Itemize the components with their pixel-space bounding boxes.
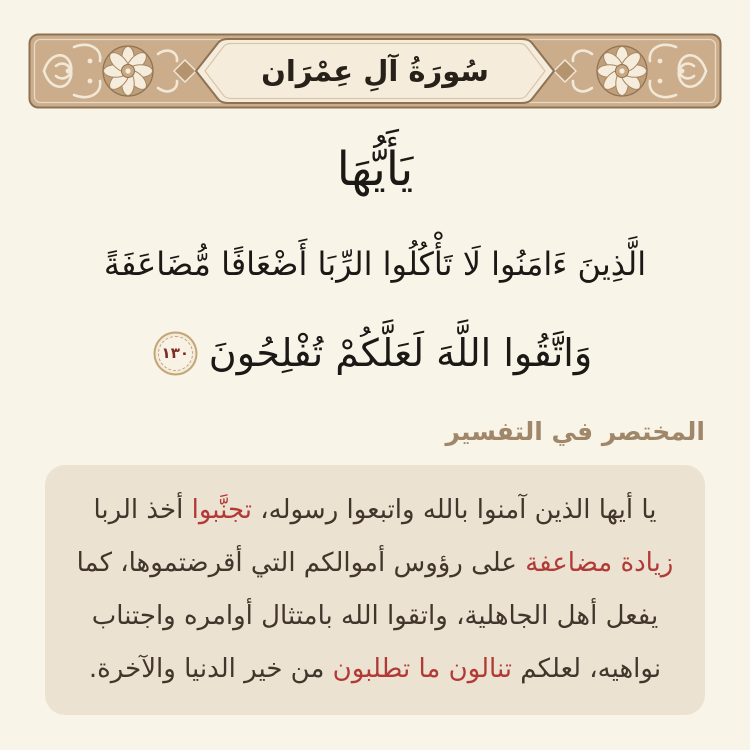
tafsir-text-segment: يا أيها الذين آمنوا بالله واتبعوا رسوله،	[251, 495, 657, 525]
tafsir-text-segment: من خير الدنيا والآخرة.	[88, 654, 333, 684]
tafsir-highlight: تجنَّبوا	[191, 495, 252, 525]
quran-verse-block	[0, 109, 750, 397]
surah-banner	[28, 33, 722, 109]
tafsir-line	[71, 484, 679, 537]
tafsir-text-segment: نواهيه، لعلكم	[512, 654, 662, 684]
tafsir-text-segment: أخذ الربا	[93, 495, 192, 525]
ayah-number-medallion	[158, 336, 193, 371]
surah-title: سُورَةُ آلِ عِمْرَان	[261, 54, 489, 88]
tafsir-box	[45, 465, 705, 715]
tafsir-line	[71, 537, 679, 590]
verse-line-3-text: وَاتَّقُوا اللَّهَ لَعَلَّكُمْ تُفْلِحُونَ	[208, 331, 593, 375]
tafsir-text-segment: يفعل أهل الجاهلية، واتقوا الله بامتثال أوامره واجتناب	[91, 601, 659, 631]
tafsir-text-segment: على رؤوس أموالكم التي أقرضتموها، كما	[76, 548, 526, 578]
verse-line-2: الَّذِينَ ءَامَنُوا لَا تَأْكُلُوا الرِّبَا أَضْعَافًا مُّضَاعَفَةً	[103, 245, 647, 283]
page	[0, 33, 750, 750]
tafsir-highlight: زيادة مضاعفة	[525, 548, 674, 578]
tafsir-source-label: المختصر في التفسير	[445, 417, 705, 446]
verse-line-3	[0, 309, 750, 397]
tafsir-highlight: تنالون ما تطلبون	[332, 654, 513, 684]
verse-line-1: يَأَيُّهَا	[336, 142, 414, 197]
ayah-number: ١٣٠	[161, 344, 190, 362]
tafsir-line	[71, 590, 679, 643]
tafsir-line	[71, 643, 679, 696]
